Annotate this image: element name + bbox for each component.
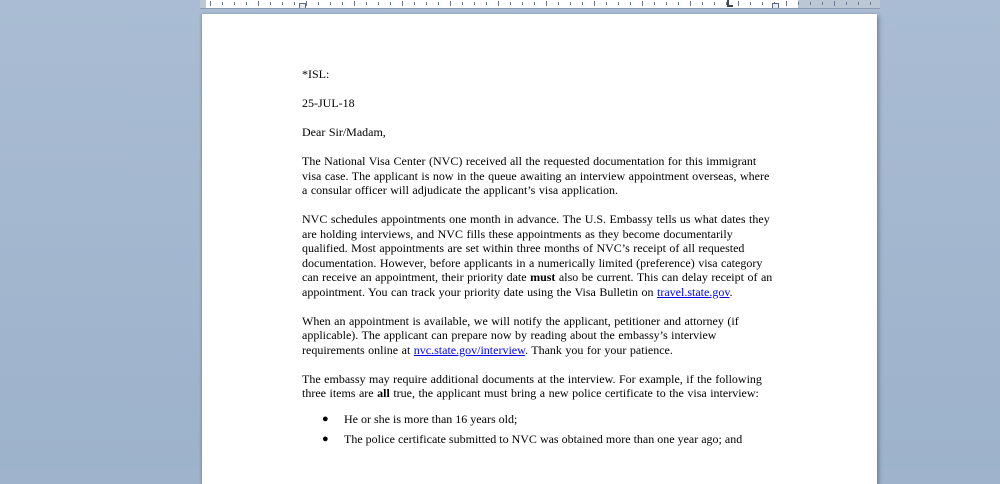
right-indent-marker[interactable] — [772, 3, 779, 9]
ruler-tick — [618, 2, 619, 5]
ruler-tick — [594, 1, 595, 6]
list-item — [322, 432, 776, 447]
ruler-tick — [222, 2, 223, 5]
ruler-tick — [498, 1, 499, 6]
indent-marker[interactable] — [299, 3, 306, 9]
ruler-tick — [630, 2, 631, 5]
ruler-tick — [666, 2, 667, 5]
paragraph-notify-text-2: . Thank you for your patience. — [524, 342, 673, 357]
list-item-text: The police certificate submitted to NVC was obtained more than one year ago; and — [344, 432, 743, 446]
paragraph-received: The National Visa Center (NVC) received all the requested documentation for this immigrant visa case. The applicant is now in the queue awaiting an interview appointment overseas, where a consular officer will adjudicate the applicant’s visa application. — [302, 154, 770, 197]
ruler-tick — [210, 1, 211, 6]
paragraph-scheduling — [302, 212, 776, 299]
bullet-icon: ● — [322, 412, 329, 425]
ruler-tick — [690, 1, 691, 6]
ruler-tick — [798, 2, 799, 5]
ruler-tick — [846, 2, 847, 5]
paragraph-notify-text: When an appointment is available, we will notify the applicant, petitioner and attorney (if applicable). The applicant can prepare now by reading about the embassy’s interview requirements online at — [302, 313, 739, 357]
ruler-tick — [246, 2, 247, 5]
ruler-tick — [714, 2, 715, 5]
ruler-tick — [510, 2, 511, 5]
ruler-tick — [414, 2, 415, 5]
ruler-tick — [702, 2, 703, 5]
ruler-tick — [822, 2, 823, 5]
ruler-tick — [786, 1, 787, 6]
ruler-tick — [282, 2, 283, 5]
ruler-tick — [462, 2, 463, 5]
page-body[interactable] — [302, 67, 776, 453]
paragraph-documents-text: The embassy may require additional documents at the interview. For example, if the following three items are — [302, 371, 762, 400]
ruler-tick — [438, 2, 439, 5]
paragraph-scheduling-text: NVC schedules appointments one month in advance. The U.S. Embassy tells us what dates they are holding interviews, and NVC fills these appointments as they become documentarily qualified. Most appointments are set within three months of NVC’s receipt of all requested documentation. However, before applicants in a numerically limited (preference) visa category can receive an appointment, their priority date — [302, 212, 770, 284]
document-page[interactable] — [202, 14, 877, 484]
ruler-tick — [858, 2, 859, 5]
ruler-tick — [546, 1, 547, 6]
ruler-tick — [522, 2, 523, 5]
ruler-tick — [654, 2, 655, 5]
header-code: *ISL: — [302, 67, 330, 81]
ruler-tick — [426, 2, 427, 5]
ruler-tick — [582, 2, 583, 5]
ruler-tick — [354, 1, 355, 6]
ruler-tick — [450, 1, 451, 6]
ruler-tick — [870, 2, 871, 5]
tab-stop-marker[interactable] — [727, 0, 733, 7]
ruler-tick — [834, 1, 835, 6]
ruler-tick — [474, 2, 475, 5]
ruler-tick — [534, 2, 535, 5]
nvc-interview-link[interactable]: nvc.state.gov/interview — [413, 342, 525, 357]
ruler-tick — [366, 2, 367, 5]
requirements-list — [302, 412, 776, 447]
list-item-text: He or she is more than 16 years old; — [344, 411, 518, 426]
ruler-tick — [270, 2, 271, 5]
travel-state-gov-link[interactable]: travel.state.gov — [657, 284, 730, 299]
horizontal-ruler[interactable] — [200, 0, 880, 9]
paragraph-documents-text-2: true, the applicant must bring a new police certificate to the visa interview: — [389, 386, 759, 400]
ruler-tick — [234, 2, 235, 5]
ruler-tick — [738, 1, 739, 6]
salutation: Dear Sir/Madam, — [302, 125, 386, 139]
bold-all: all — [377, 386, 390, 400]
period: . — [729, 284, 733, 299]
ruler-tick — [342, 2, 343, 5]
bullet-icon: ● — [322, 433, 329, 445]
paragraph-scheduling-text-2: also be current. This can delay receipt of an appointment. You can track your priority date using the Visa Bulletin on — [302, 270, 773, 299]
ruler-tick — [810, 2, 811, 5]
letter-date: 25-JUL-18 — [302, 96, 355, 110]
ruler-tick — [570, 2, 571, 5]
ruler-tick — [258, 1, 259, 6]
ruler-tick — [558, 2, 559, 5]
ruler-tick — [402, 1, 403, 6]
ruler-tick — [486, 2, 487, 5]
ruler-tick — [606, 2, 607, 5]
ruler-left-margin — [200, 0, 206, 8]
ruler-tick — [294, 2, 295, 5]
bold-must: must — [530, 270, 556, 284]
ruler-tick — [378, 2, 379, 5]
paragraph-notify — [302, 314, 776, 358]
ruler-tick — [750, 2, 751, 5]
ruler-tick — [390, 2, 391, 5]
ruler-tick — [330, 2, 331, 5]
ruler-tick — [678, 2, 679, 5]
ruler-tick — [762, 2, 763, 5]
paragraph-documents — [302, 372, 776, 401]
ruler-tick — [306, 1, 307, 6]
ruler-tick — [642, 1, 643, 6]
ruler-tick — [318, 2, 319, 5]
list-item — [322, 412, 776, 427]
